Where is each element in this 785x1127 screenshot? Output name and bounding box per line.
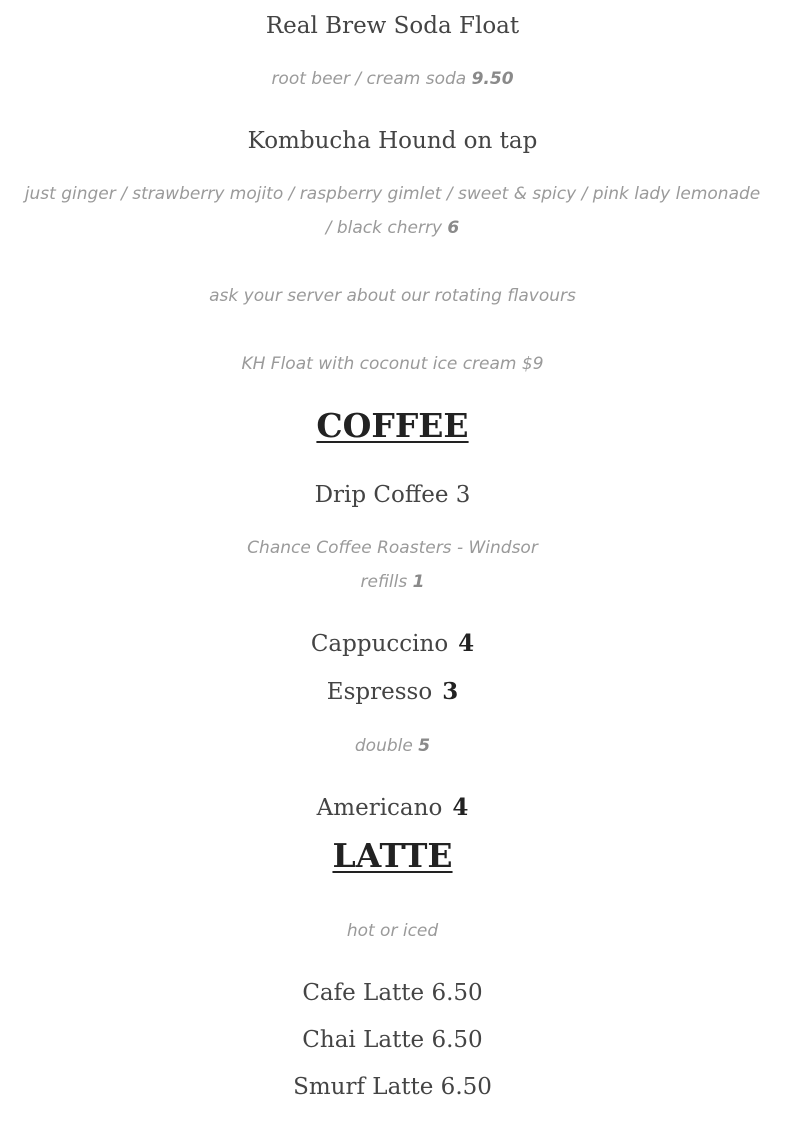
- americano-title: [0, 792, 785, 824]
- kombucha-rotating-note: [0, 279, 785, 313]
- cappuccino-name: Cappuccino: [310, 631, 449, 657]
- kombucha-title: [0, 125, 785, 157]
- coffee-heading-text: COFFEE: [316, 406, 469, 445]
- espresso-title: [0, 676, 785, 708]
- soda-float-title: [0, 10, 785, 42]
- kombucha-float-note: [0, 347, 785, 381]
- espresso-double: [0, 729, 785, 763]
- soda-float-price: 9.50: [471, 69, 514, 89]
- latte-item: [0, 1071, 785, 1103]
- latte-item: [0, 977, 785, 1009]
- kombucha-name: Kombucha Hound on tap: [247, 128, 538, 154]
- espresso-name: Espresso: [326, 679, 433, 705]
- americano-price: 4: [452, 794, 469, 821]
- cappuccino-price: 4: [458, 630, 475, 657]
- kombucha-flavours-line1: [0, 177, 785, 211]
- float-note-text: KH Float with coconut ice cream $9: [241, 354, 544, 374]
- drip-coffee-name: Drip Coffee 3: [314, 482, 471, 508]
- latte-item-name: Cafe Latte 6.50: [302, 980, 483, 1006]
- latte-note: [0, 914, 785, 948]
- kombucha-flavours-line2: [0, 211, 785, 245]
- latte-heading: [0, 836, 785, 876]
- soda-float-name: Real Brew Soda Float: [265, 13, 520, 39]
- roaster-text: Chance Coffee Roasters - Windsor: [247, 538, 538, 558]
- drip-coffee-title: [0, 479, 785, 511]
- double-price: 5: [418, 736, 431, 756]
- soda-float-description: [0, 62, 785, 96]
- refills-label: refills: [360, 572, 408, 592]
- americano-name: Americano: [316, 795, 443, 821]
- latte-note-text: hot or iced: [346, 921, 439, 941]
- double-label: double: [354, 736, 413, 756]
- kombucha-flavours-text-1: just ginger / strawberry mojito / raspberry gimlet / sweet & spicy / pink lady lemonade: [24, 184, 761, 204]
- rotating-note-text: ask your server about our rotating flavours: [209, 286, 576, 306]
- latte-item-name: Smurf Latte 6.50: [293, 1074, 492, 1100]
- espresso-price: 3: [442, 678, 459, 705]
- latte-item-name: Chai Latte 6.50: [302, 1027, 483, 1053]
- cappuccino-title: [0, 628, 785, 660]
- soda-float-flavours: root beer / cream soda: [271, 69, 467, 89]
- latte-item: [0, 1024, 785, 1056]
- latte-heading-text: LATTE: [332, 836, 453, 875]
- kombucha-price: 6: [447, 218, 460, 238]
- drip-coffee-refills: [0, 565, 785, 599]
- coffee-heading: [0, 406, 785, 446]
- refills-price: 1: [412, 572, 425, 592]
- drip-coffee-roaster: [0, 531, 785, 565]
- kombucha-flavours-text-2: / black cherry: [325, 218, 443, 238]
